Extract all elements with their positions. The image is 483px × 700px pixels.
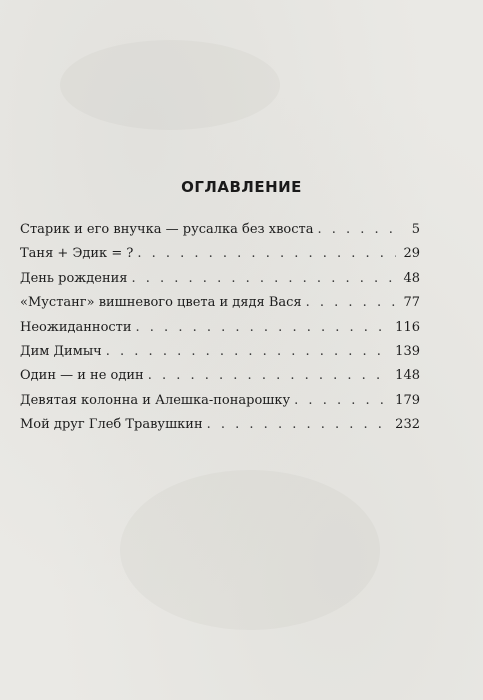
toc-entry-page: 29 <box>403 246 420 262</box>
dot-leader <box>136 320 392 335</box>
toc-entry-page: 232 <box>395 417 420 433</box>
toc-entry-page: 139 <box>395 343 420 359</box>
toc-entry-title: Неожиданности <box>20 319 132 335</box>
dot-leader <box>106 344 391 359</box>
dot-leader <box>306 295 396 310</box>
toc-entry-page: 5 <box>411 222 420 237</box>
table-of-contents <box>20 222 420 442</box>
toc-entry-title: Старик и его внучка — русалка без хвоста <box>20 222 314 237</box>
toc-entry <box>20 393 420 417</box>
toc-entry-page: 148 <box>395 368 420 384</box>
toc-entry <box>20 295 420 319</box>
toc-entry-title: Девятая колонна и Алешка-понарошку <box>20 392 291 408</box>
dot-leader <box>207 417 392 432</box>
toc-entry-page: 116 <box>395 319 420 335</box>
toc-entry-title: «Мустанг» вишневого цвета и дядя Вася <box>20 295 302 311</box>
page-title: ОГЛАВЛЕНИЕ <box>181 178 302 196</box>
toc-entry <box>20 368 420 392</box>
toc-entry <box>20 222 420 246</box>
toc-entry <box>20 246 420 270</box>
dot-leader <box>148 368 391 383</box>
toc-entry-title: Один — и не один <box>20 368 144 384</box>
toc-entry <box>20 344 420 368</box>
toc-entry <box>20 271 420 295</box>
toc-entry-page: 179 <box>395 392 420 408</box>
dot-leader <box>131 271 396 286</box>
show-through-blot <box>60 40 280 130</box>
toc-entry-title: Мой друг Глеб Травушкин <box>20 417 203 433</box>
toc-entry-page: 48 <box>403 270 420 286</box>
toc-entry-page: 77 <box>403 295 420 311</box>
dot-leader <box>137 246 396 261</box>
toc-entry-title: День рождения <box>20 270 128 286</box>
toc-entry <box>20 417 420 441</box>
show-through-blot <box>120 470 380 630</box>
toc-entry-title: Таня + Эдик = ? <box>20 246 134 262</box>
dot-leader <box>294 393 391 408</box>
toc-entry <box>20 320 420 344</box>
dot-leader <box>317 222 396 237</box>
toc-entry-title: Дим Димыч <box>20 343 102 359</box>
